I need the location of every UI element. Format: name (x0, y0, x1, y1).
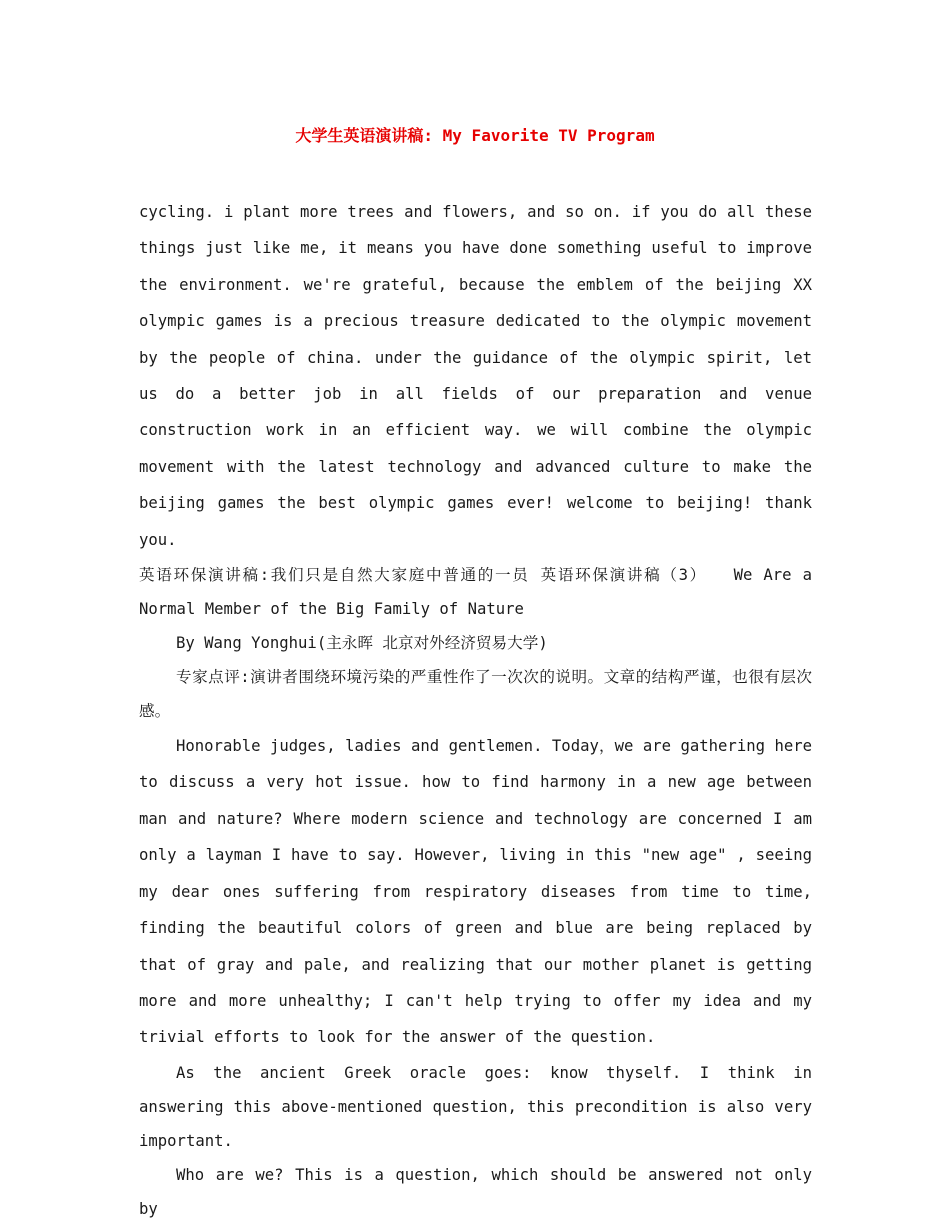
document-body (139, 194, 812, 1226)
paragraph-greek-oracle: As the ancient Greek oracle goes: know thyself. I think in answering this above-mentioned question, this precondition is also very important. (139, 1063, 812, 1150)
paragraph-olympic-closing: cycling. i plant more trees and flowers, and so on. if you do all these things just like me, it means you have done something useful to improve the environment. we're grateful, because the emblem of the beijing XX olympic games is a precious treasure dedicated to the olympic movement by the people of china. under the guidance of the olympic spirit, let us do a better job in all fields of our preparation and venue construction work in an efficient way. we will combine the olympic movement with the latest technology and advanced culture to make the beijing games the best olympic games ever! welcome to beijing! thank you. (139, 203, 812, 549)
paragraph-who-are-we: Who are we? This is a question, which should be answered not only by (139, 1165, 812, 1218)
paragraph-author-line: By Wang Yonghui(主永晖 北京对外经济贸易大学) (176, 634, 548, 653)
paragraph-opening: Honorable judges, ladies and gentlemen. Today，we are gathering here to discuss a very hot issue. how to find harmony in a new age between man and nature? Where modern science and technology are concerned I am only a layman I have to say. However, living in this "new age" , seeing my dear ones suffering from respiratory diseases from time to time, finding the beautiful colors of green and blue are being replaced by that of gray and pale, and realizing that our mother planet is getting more and more unhealthy; I can't help trying to offer my idea and my trivial efforts to look for the answer of the question. (139, 737, 812, 1047)
document-title: 大学生英语演讲稿: My Favorite TV Program (295, 126, 655, 145)
paragraph-expert-comment: 专家点评:演讲者围绕环境污染的严重性作了一次次的说明。文章的结构严谨，也很有层次感。 (139, 668, 812, 721)
paragraph-speech-heading: 英语环保演讲稿:我们只是自然大家庭中普通的一员 英语环保演讲稿（3） We Are a Normal Member of the Big Family of Nature (139, 566, 812, 619)
